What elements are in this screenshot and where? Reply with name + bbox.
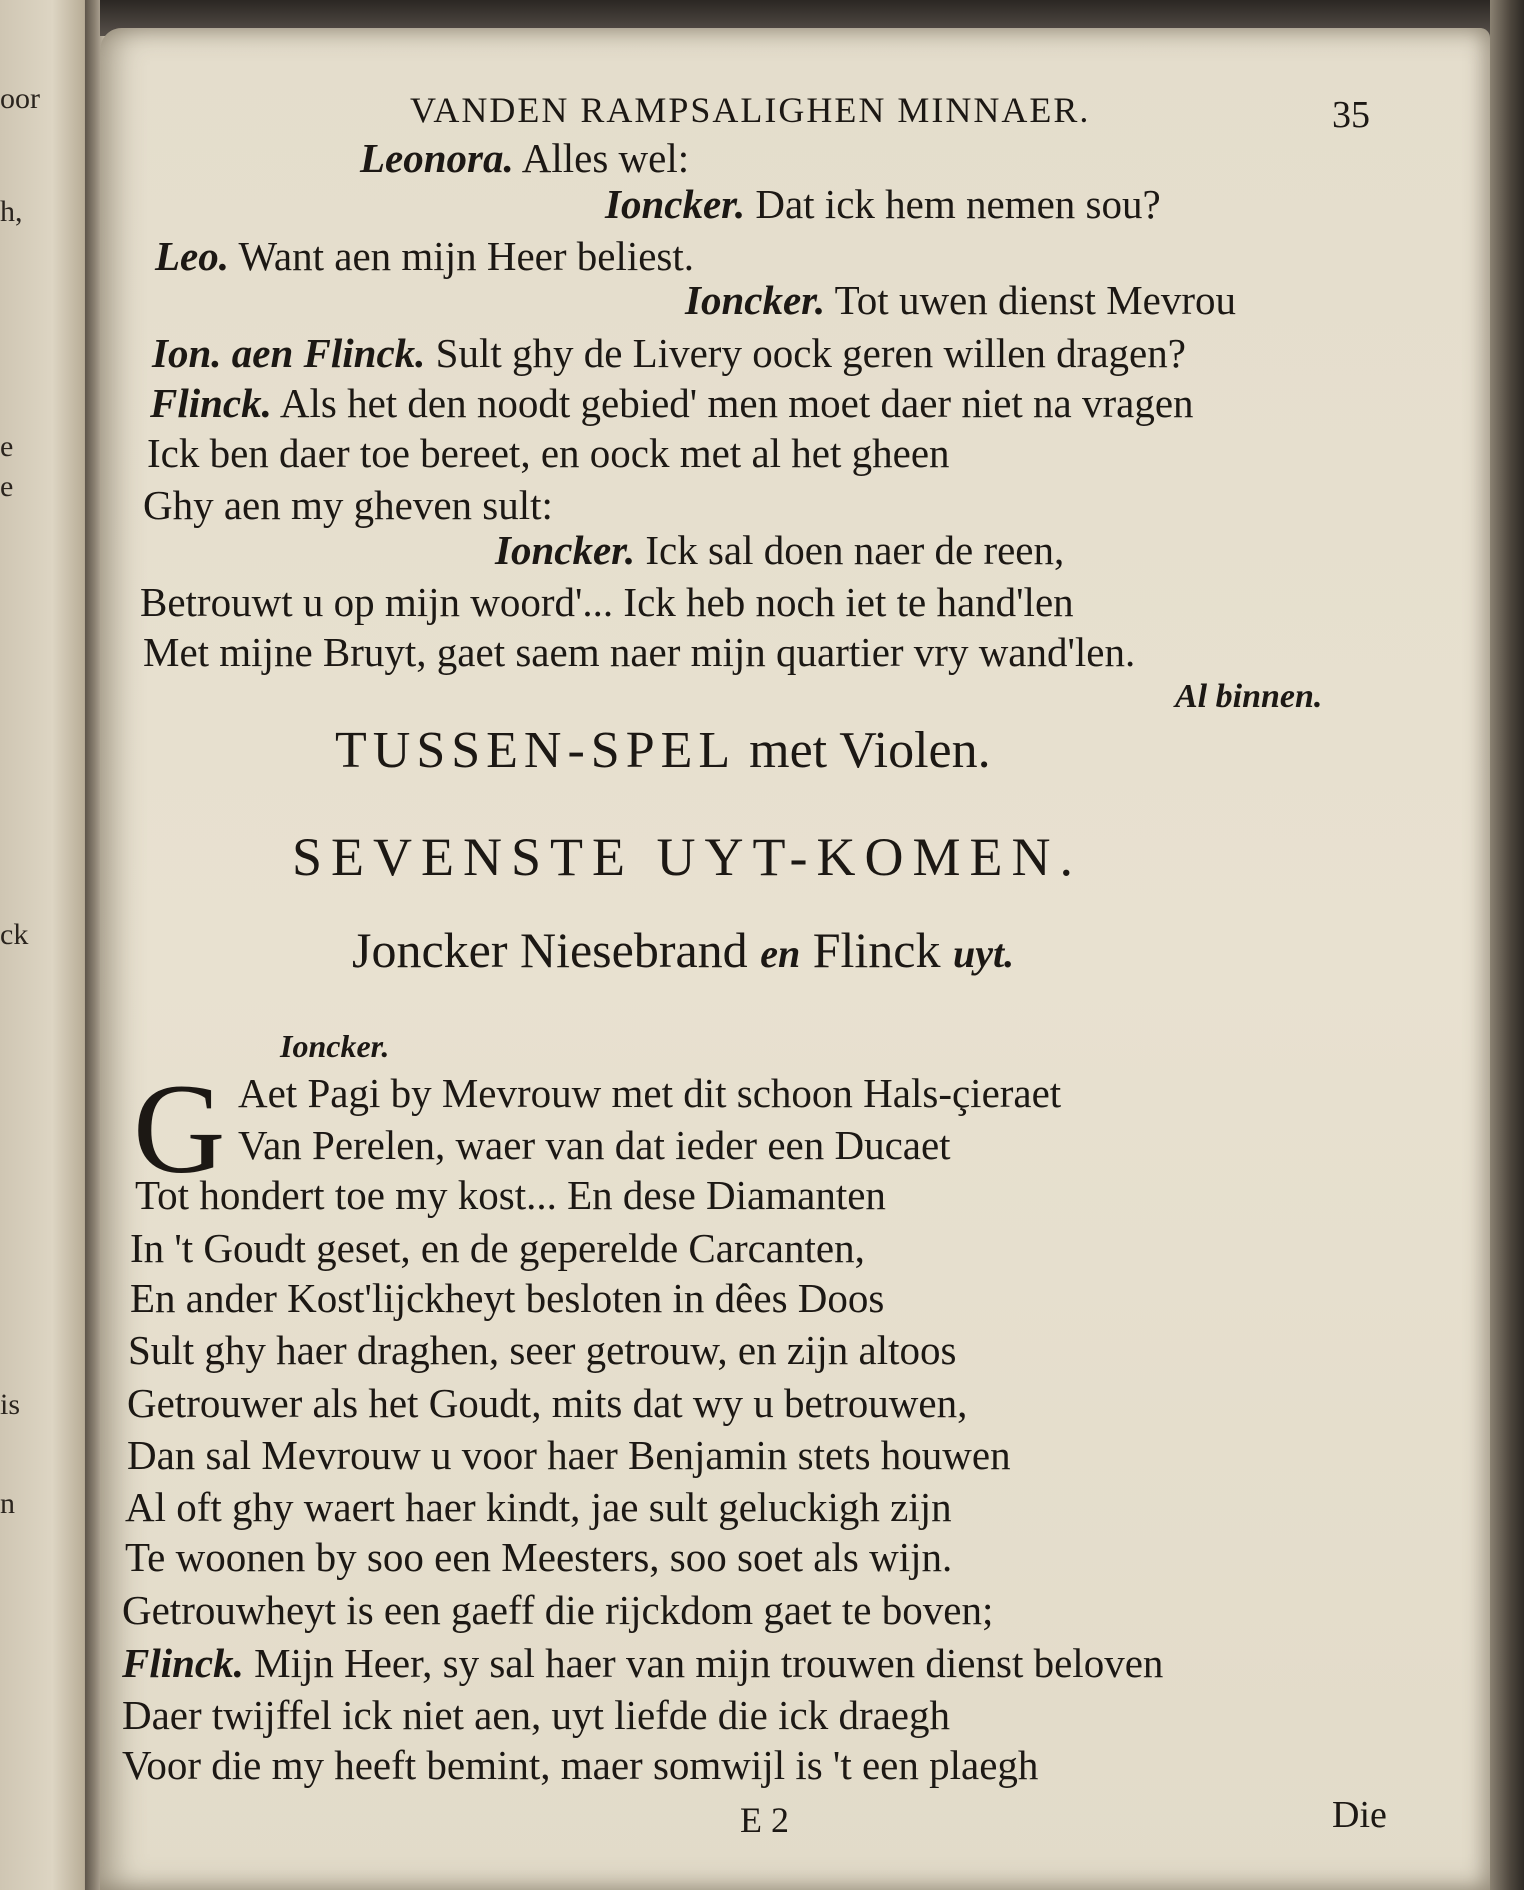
- speech-line: Aet Pagi by Mevrouw met dit schoon Hals-çieraet: [238, 1070, 1062, 1116]
- margin-fragment: e: [0, 470, 14, 503]
- speech-line: Getrouwer als het Goudt, mits dat wy u betrouwen,: [127, 1380, 968, 1426]
- dialogue-line: Ick ben daer toe bereet, en oock met al het gheen: [147, 430, 950, 476]
- speech-line: Getrouwheyt is een gaeff die rijckdom gaet te boven;: [122, 1587, 994, 1633]
- line-text: Als het den noodt gebied' men moet daer niet na vragen: [279, 380, 1194, 426]
- line-text: Sult ghy de Livery oock geren willen dragen?: [435, 330, 1186, 376]
- dialogue-line: [152, 330, 1186, 376]
- margin-fragment: e: [0, 430, 14, 463]
- facing-page-edge: [0, 0, 95, 1890]
- dialogue-line: [685, 277, 1236, 323]
- speech-line: Daer twijffel ick niet aen, uyt liefde die ick draegh: [122, 1692, 951, 1738]
- speaker-name: Flinck.: [150, 380, 272, 426]
- margin-fragment: ck: [0, 918, 29, 951]
- margin-fragment: n: [0, 1487, 15, 1520]
- line-text: Ick sal doen naer de reen,: [645, 527, 1065, 573]
- dialogue-line: Betrouwt u op mijn woord'... Ick heb noch iet te hand'len: [140, 579, 1074, 625]
- catchword: Die: [1332, 1794, 1387, 1836]
- speaker-name: Flinck.: [122, 1640, 244, 1686]
- dialogue-line: [360, 135, 690, 181]
- page-right-edge: [1490, 0, 1524, 1890]
- interlude-rest: met Violen.: [749, 722, 991, 779]
- speech-line: Sult ghy haer draghen, seer getrouw, en zijn altoos: [128, 1327, 957, 1373]
- line-text: Alles wel:: [521, 135, 690, 181]
- speaker-name: Ioncker.: [605, 181, 746, 227]
- page-number: 35: [1332, 94, 1370, 136]
- scene-heading: SEVENSTE UYT-KOMEN.: [292, 827, 1082, 887]
- speech-line: Tot hondert toe my kost... En dese Diamanten: [135, 1172, 886, 1218]
- entrance-line: [352, 922, 1015, 978]
- line-text: Dat ick hem nemen sou?: [755, 181, 1161, 227]
- character-name: Flinck: [812, 922, 941, 978]
- margin-fragment: oor: [0, 82, 40, 115]
- drop-cap: G: [133, 1058, 226, 1200]
- stage-direction: Al binnen.: [1175, 678, 1323, 715]
- speaker-name: Ion. aen Flinck.: [152, 330, 426, 376]
- dialogue-line: Ghy aen my gheven sult:: [143, 482, 553, 528]
- speech-line: Van Perelen, waer van dat ieder een Ducaet: [238, 1122, 951, 1168]
- speech-line: Dan sal Mevrouw u voor haer Benjamin stets houwen: [127, 1432, 1011, 1478]
- interlude-title: TUSSEN-SPEL: [335, 722, 737, 779]
- dialogue-line: [605, 181, 1161, 227]
- dialogue-line: [155, 233, 695, 279]
- speech-line: Al oft ghy waert haer kindt, jae sult geluckigh zijn: [125, 1484, 952, 1530]
- dialogue-line: [122, 1640, 1164, 1686]
- speaker-name: Ioncker.: [280, 1028, 390, 1064]
- dialogue-line: [150, 380, 1194, 426]
- margin-fragment: h,: [0, 195, 23, 228]
- interlude-heading: [335, 722, 991, 779]
- line-text: Want aen mijn Heer beliest.: [238, 233, 695, 279]
- conjunction: en: [760, 931, 801, 976]
- speech-line: Voor die my heeft bemint, maer somwijl is 't een plaegh: [122, 1742, 1039, 1788]
- character-name: Joncker Niesebrand: [352, 922, 748, 978]
- speaker-name: Leonora.: [360, 135, 514, 181]
- speech-line: Te woonen by soo een Meesters, soo soet als wijn.: [125, 1534, 953, 1580]
- stage-verb: uyt.: [952, 931, 1015, 976]
- line-text: Tot uwen dienst Mevrou: [834, 277, 1236, 323]
- margin-fragment: is: [0, 1388, 21, 1421]
- speaker-name: Ioncker.: [685, 277, 826, 323]
- speech-line: En ander Kost'lijckheyt besloten in dêes Doos: [130, 1275, 885, 1321]
- speech-line: In 't Goudt geset, en de geperelde Carcanten,: [130, 1225, 865, 1271]
- dialogue-line: Met mijne Bruyt, gaet saem naer mijn quartier vry wand'len.: [143, 629, 1136, 675]
- line-text: Mijn Heer, sy sal haer van mijn trouwen dienst beloven: [254, 1640, 1164, 1686]
- running-title: VANDEN RAMPSALIGHEN MINNAER.: [410, 90, 1091, 130]
- speaker-name: Ioncker.: [495, 527, 636, 573]
- dialogue-line: [495, 527, 1065, 573]
- speaker-name: Leo.: [155, 233, 229, 279]
- signature-mark: E 2: [740, 1800, 789, 1840]
